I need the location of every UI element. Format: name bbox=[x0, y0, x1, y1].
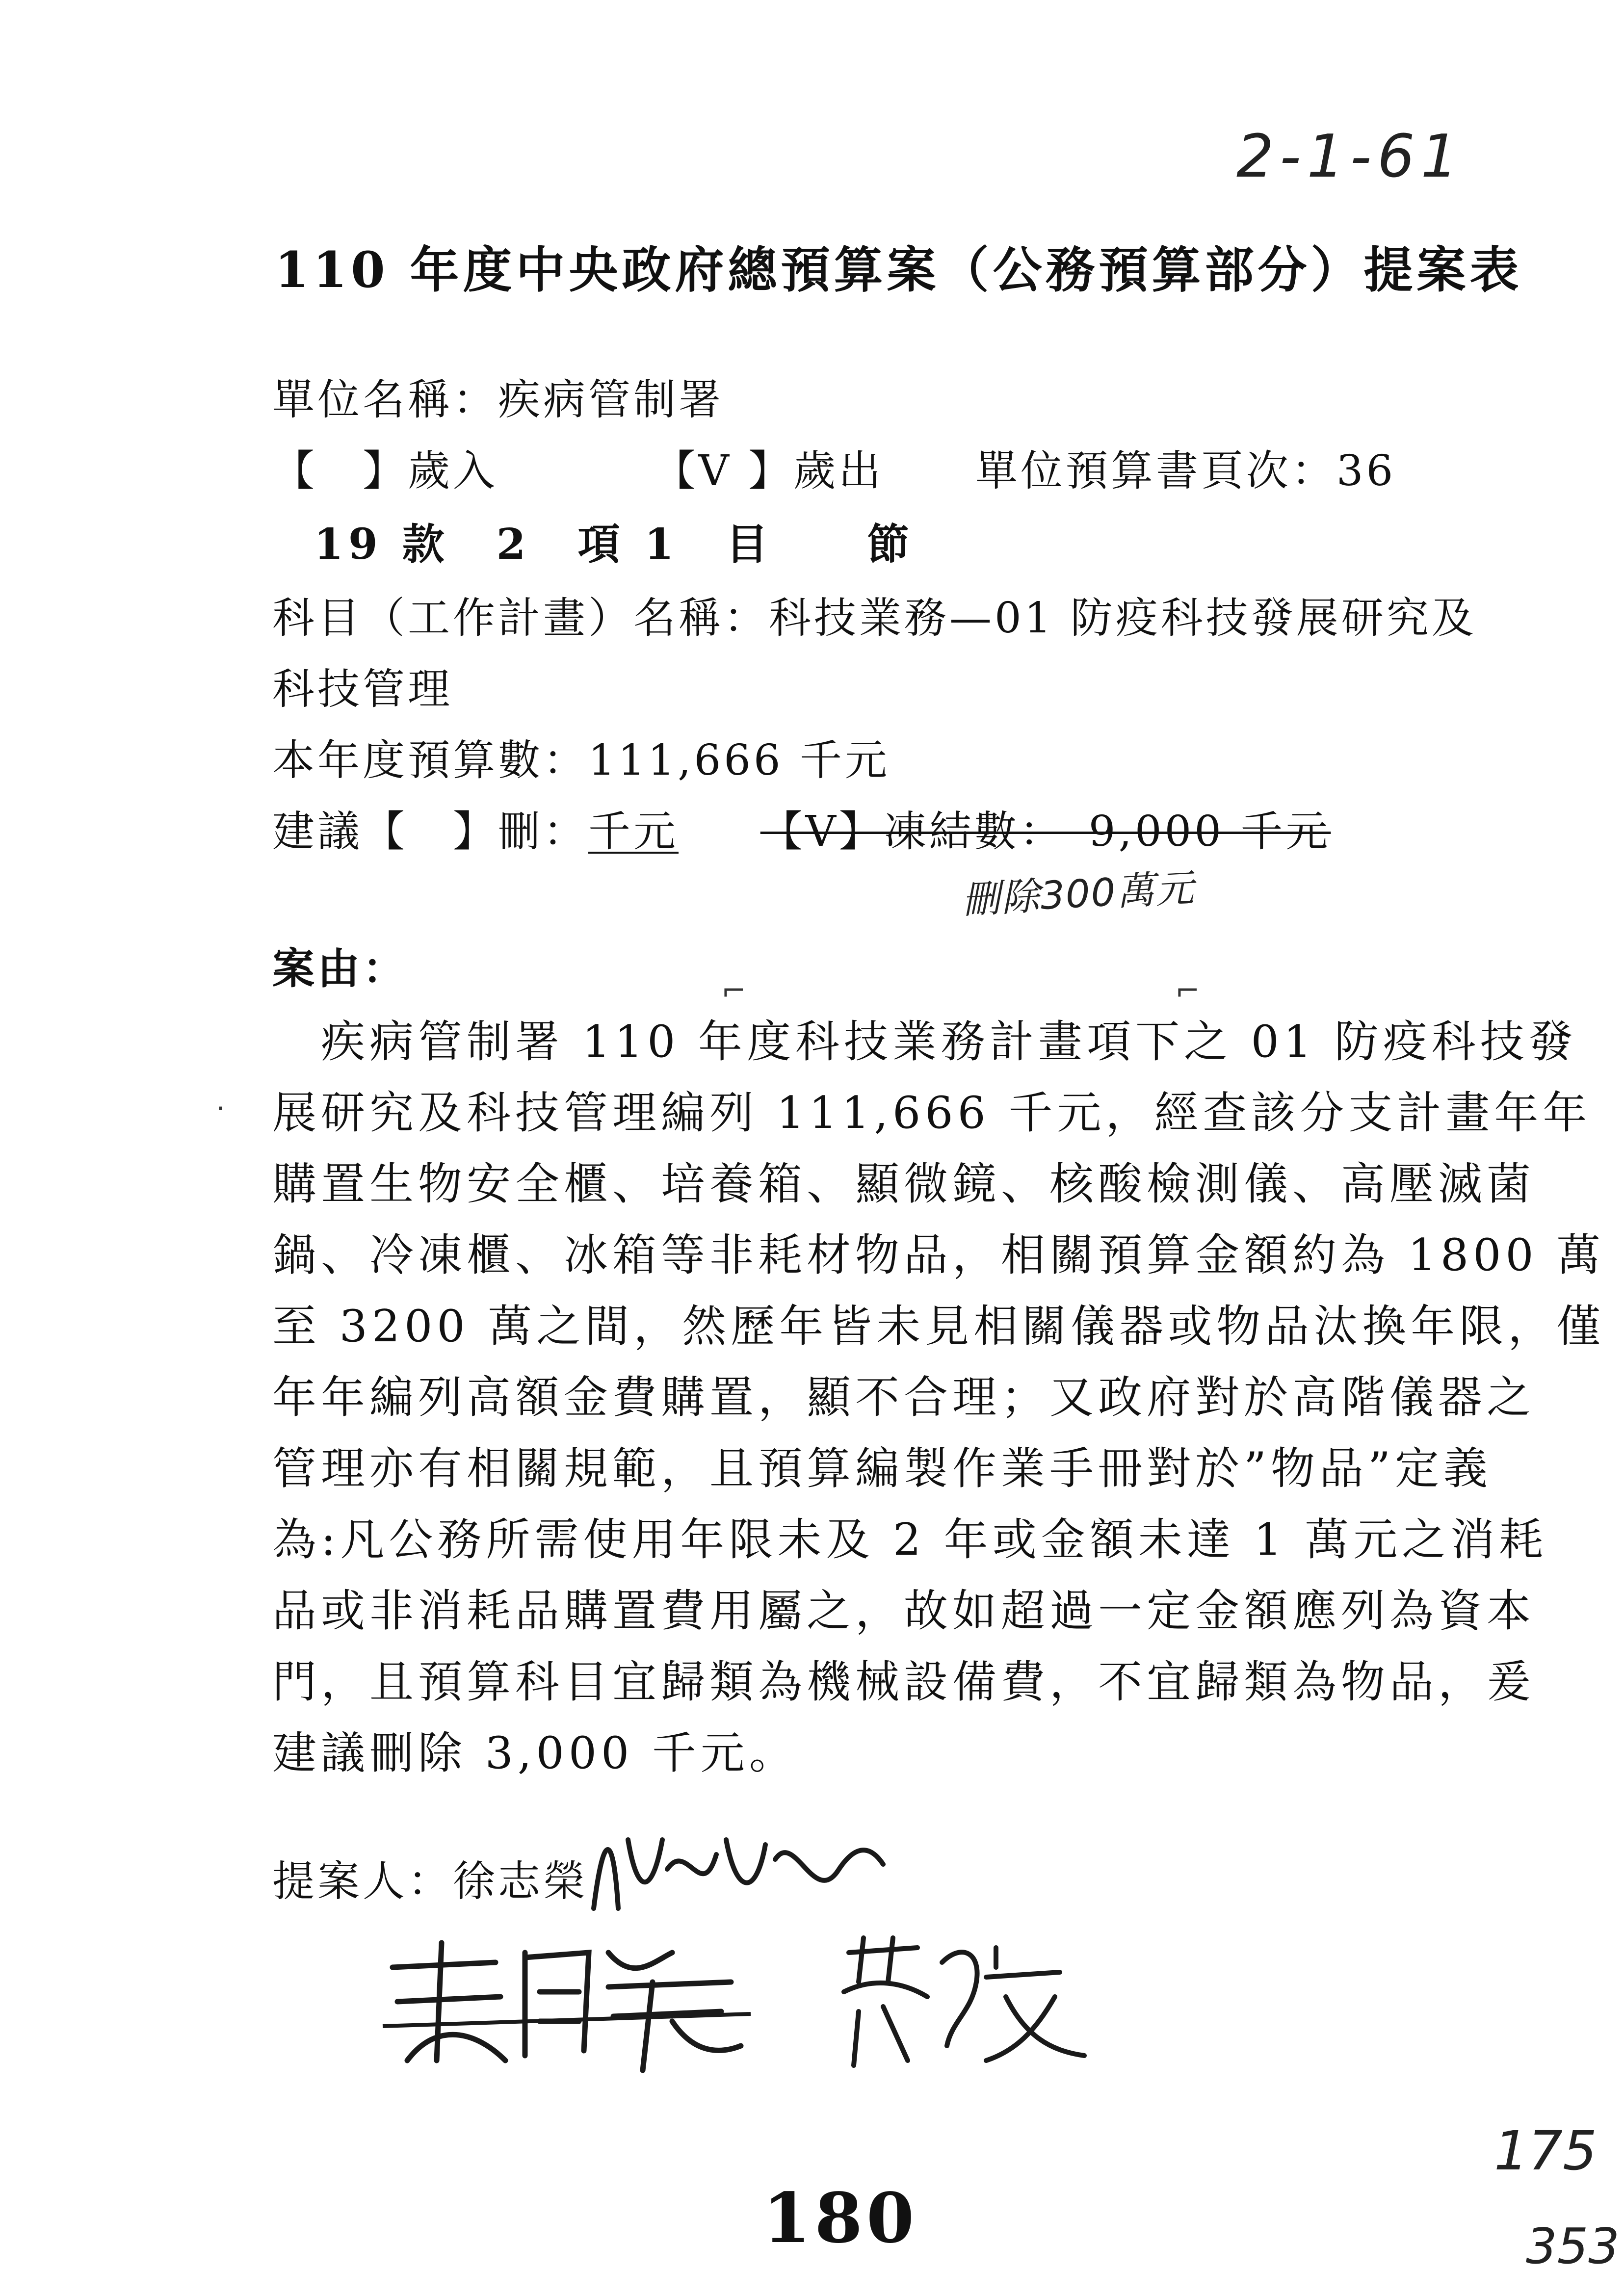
revenue-expense-row bbox=[272, 437, 1396, 497]
reason-line: 為:凡公務所需使用年限未及 2 年或金額未達 1 萬元之消耗 bbox=[272, 1514, 1548, 1565]
suggest-delete-label: 建議【 】刪： bbox=[272, 807, 588, 856]
reason-line: 至 3200 萬之間，然歷年皆未見相關儀器或物品汰換年限，僅 bbox=[272, 1301, 1605, 1352]
page-number: 180 bbox=[763, 2178, 918, 2259]
reason-line: 展研究及科技管理編列 111,666 千元，經查該分支計畫年年 bbox=[272, 1087, 1592, 1139]
handwritten-bottom-number-1: 175 bbox=[1494, 2119, 1597, 2182]
revenue-checkbox-label: 【 】歲入 bbox=[272, 446, 498, 496]
page-reference: 單位預算書頁次：36 bbox=[975, 446, 1396, 496]
reason-line: 疾病管制署 110 年度科技業務計畫項下之 01 防疫科技發 bbox=[272, 1016, 1577, 1068]
proposer-label: 提案人：徐志榮 bbox=[272, 1857, 588, 1906]
signature-image bbox=[829, 1923, 1104, 2070]
expense-checkbox-label: 【V 】歲出 bbox=[653, 446, 884, 496]
edit-mark-icon: ⌐ bbox=[721, 974, 746, 1008]
reason-line: 管理亦有相關規範，且預算編製作業手冊對於”物品”定義 bbox=[272, 1443, 1493, 1494]
reason-line: 購置生物安全櫃、培養箱、顯微鏡、核酸檢測儀、高壓滅菌 bbox=[272, 1158, 1535, 1210]
margin-dot: · bbox=[216, 1092, 226, 1126]
reason-line: 門，且預算科目宜歸類為機械設備費，不宜歸類為物品，爰 bbox=[272, 1656, 1535, 1708]
reason-label: 案由： bbox=[272, 944, 408, 993]
handwritten-top-right-number: 2-1-61 bbox=[1236, 123, 1464, 191]
page-title: 110 年度中央政府總預算案（公務預算部分）提案表 bbox=[275, 241, 1523, 299]
subject-line-2: 科技管理 bbox=[272, 665, 453, 714]
reason-line: 鍋、冷凍櫃、冰箱等非耗材物品，相關預算金額約為 1800 萬 bbox=[272, 1229, 1605, 1281]
handwritten-bottom-number-2: 353 bbox=[1526, 2218, 1620, 2275]
subject-line-1: 科目（工作計畫）名稱：科技業務—01 防疫科技發展研究及 bbox=[272, 594, 1477, 643]
suggestion-row bbox=[272, 797, 1331, 858]
edit-mark-icon: ⌐ bbox=[1175, 974, 1200, 1008]
reason-line: 品或非消耗品購置費用屬之，故如超過一定金額應列為資本 bbox=[272, 1585, 1535, 1637]
item-line: 19 款 2 項 1 目 節 bbox=[314, 520, 915, 569]
signature-image bbox=[584, 1810, 888, 1923]
signature-image bbox=[378, 1923, 760, 2080]
suggest-delete-amount: 千元 bbox=[588, 807, 679, 856]
unit-name: 單位名稱：疾病管制署 bbox=[272, 375, 724, 424]
reason-line: 年年編列高額金費購置，顯不合理；又政府對於高階儀器之 bbox=[272, 1372, 1535, 1423]
freeze-amount-struck: 【V】凍結數： 9,000 千元 bbox=[760, 807, 1331, 856]
reason-line: 建議刪除 3,000 千元。 bbox=[272, 1727, 798, 1779]
budget-amount: 本年度預算數：111,666 千元 bbox=[272, 736, 890, 785]
handwritten-delete-note: 刪除300萬元 bbox=[961, 866, 1196, 923]
